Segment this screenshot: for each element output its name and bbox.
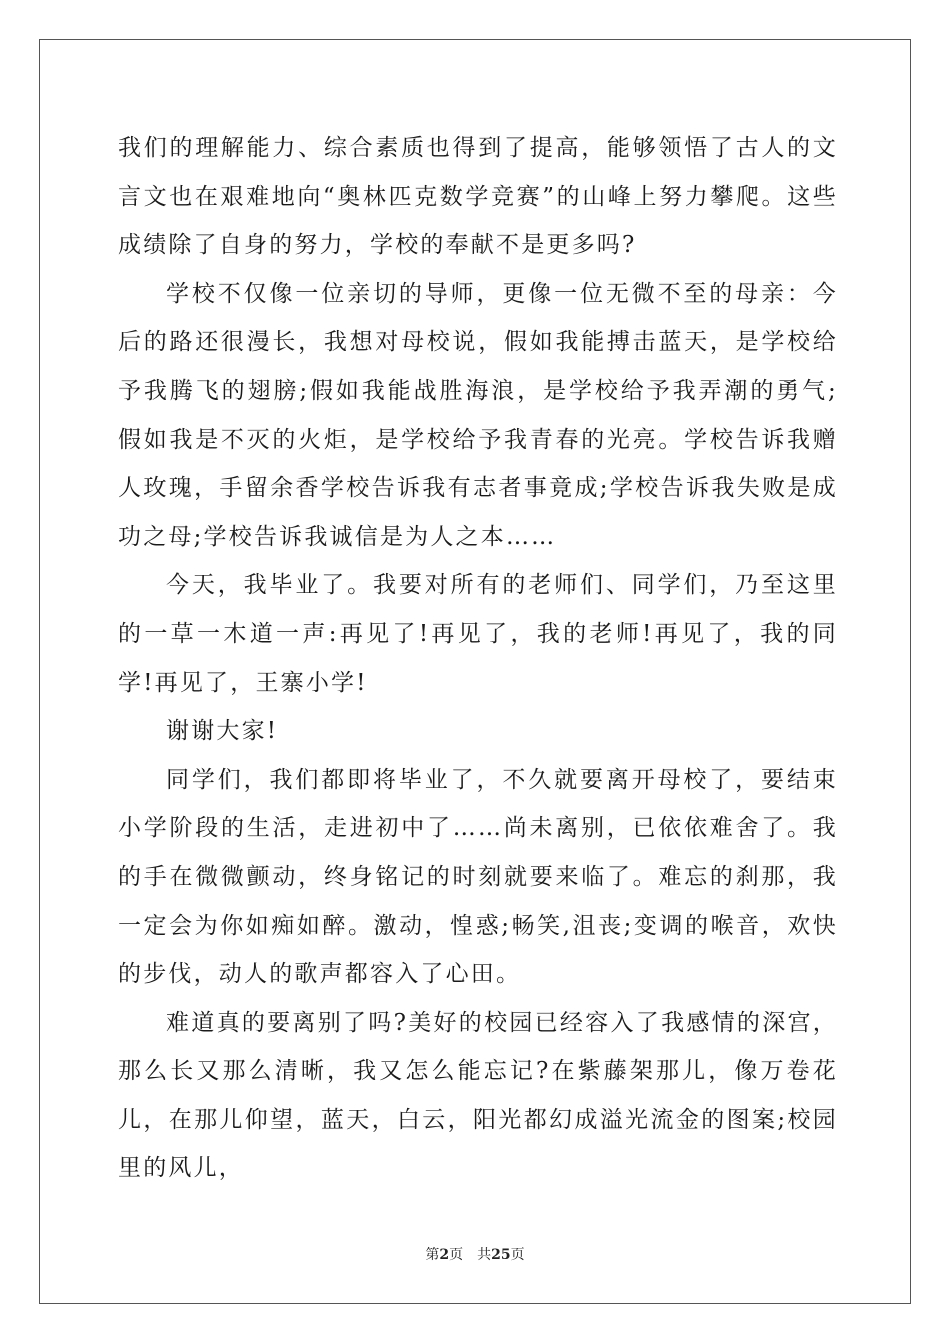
total-pages-prefix: 共 <box>477 1247 492 1263</box>
paragraph-2: 学校不仅像一位亲切的导师，更像一位无微不至的母亲：今后的路还很漫长，我想对母校说，假如我能搏击蓝天，是学校给予我腾飞的翅膀;假如我能战胜海浪，是学校给予我弄潮的勇气;假如我是不灭的火炬，是学校给予我青春的光亮。学校告诉我赠人玫瑰，手留余香学校告诉我有志者事竟成;学校告诉我失败是成功之母;学校告诉我诚信是为人之本…… <box>118 280 838 550</box>
page-number-suffix: 页 <box>449 1247 464 1263</box>
total-pages-count: 25 <box>491 1247 511 1263</box>
paragraph-5: 同学们，我们都即将毕业了，不久就要离开母校了，要结束小学阶段的生活，走进初中了……尚未离别，已依依难舍了。我的手在微微颤动，终身铭记的时刻就要来临了。难忘的刹那，我一定会为你如痴如醉。激动，惶惑;畅笑,沮丧;变调的喉音，欢快的步伐，动人的歌声都容入了心田。 <box>118 766 838 988</box>
page-number-current: 2 <box>439 1247 450 1263</box>
document-body <box>118 124 838 1193</box>
total-pages-suffix: 页 <box>510 1247 525 1263</box>
paragraph-3: 今天，我毕业了。我要对所有的老师们、同学们，乃至这里的一草一木道一声:再见了!再见了，我的老师!再见了，我的同学!再见了，王寨小学! <box>118 572 838 696</box>
page-footer <box>0 1244 950 1264</box>
paragraph-1: 我们的理解能力、综合素质也得到了提高，能够领悟了古人的文言文也在艰难地向“奥林匹克数学竞赛”的山峰上努力攀爬。这些成绩除了自身的努力，学校的奉献不是更多吗? <box>118 135 838 259</box>
paragraph-6: 难道真的要离别了吗?美好的校园已经容入了我感情的深宫，那么长又那么清晰，我又怎么能忘记?在紫藤架那儿，像万卷花儿，在那儿仰望，蓝天，白云，阳光都幻成溢光流金的图案;校园里的风儿， <box>118 1009 838 1182</box>
page-number-prefix: 第 <box>425 1247 440 1263</box>
paragraph-4: 谢谢大家! <box>166 718 279 745</box>
